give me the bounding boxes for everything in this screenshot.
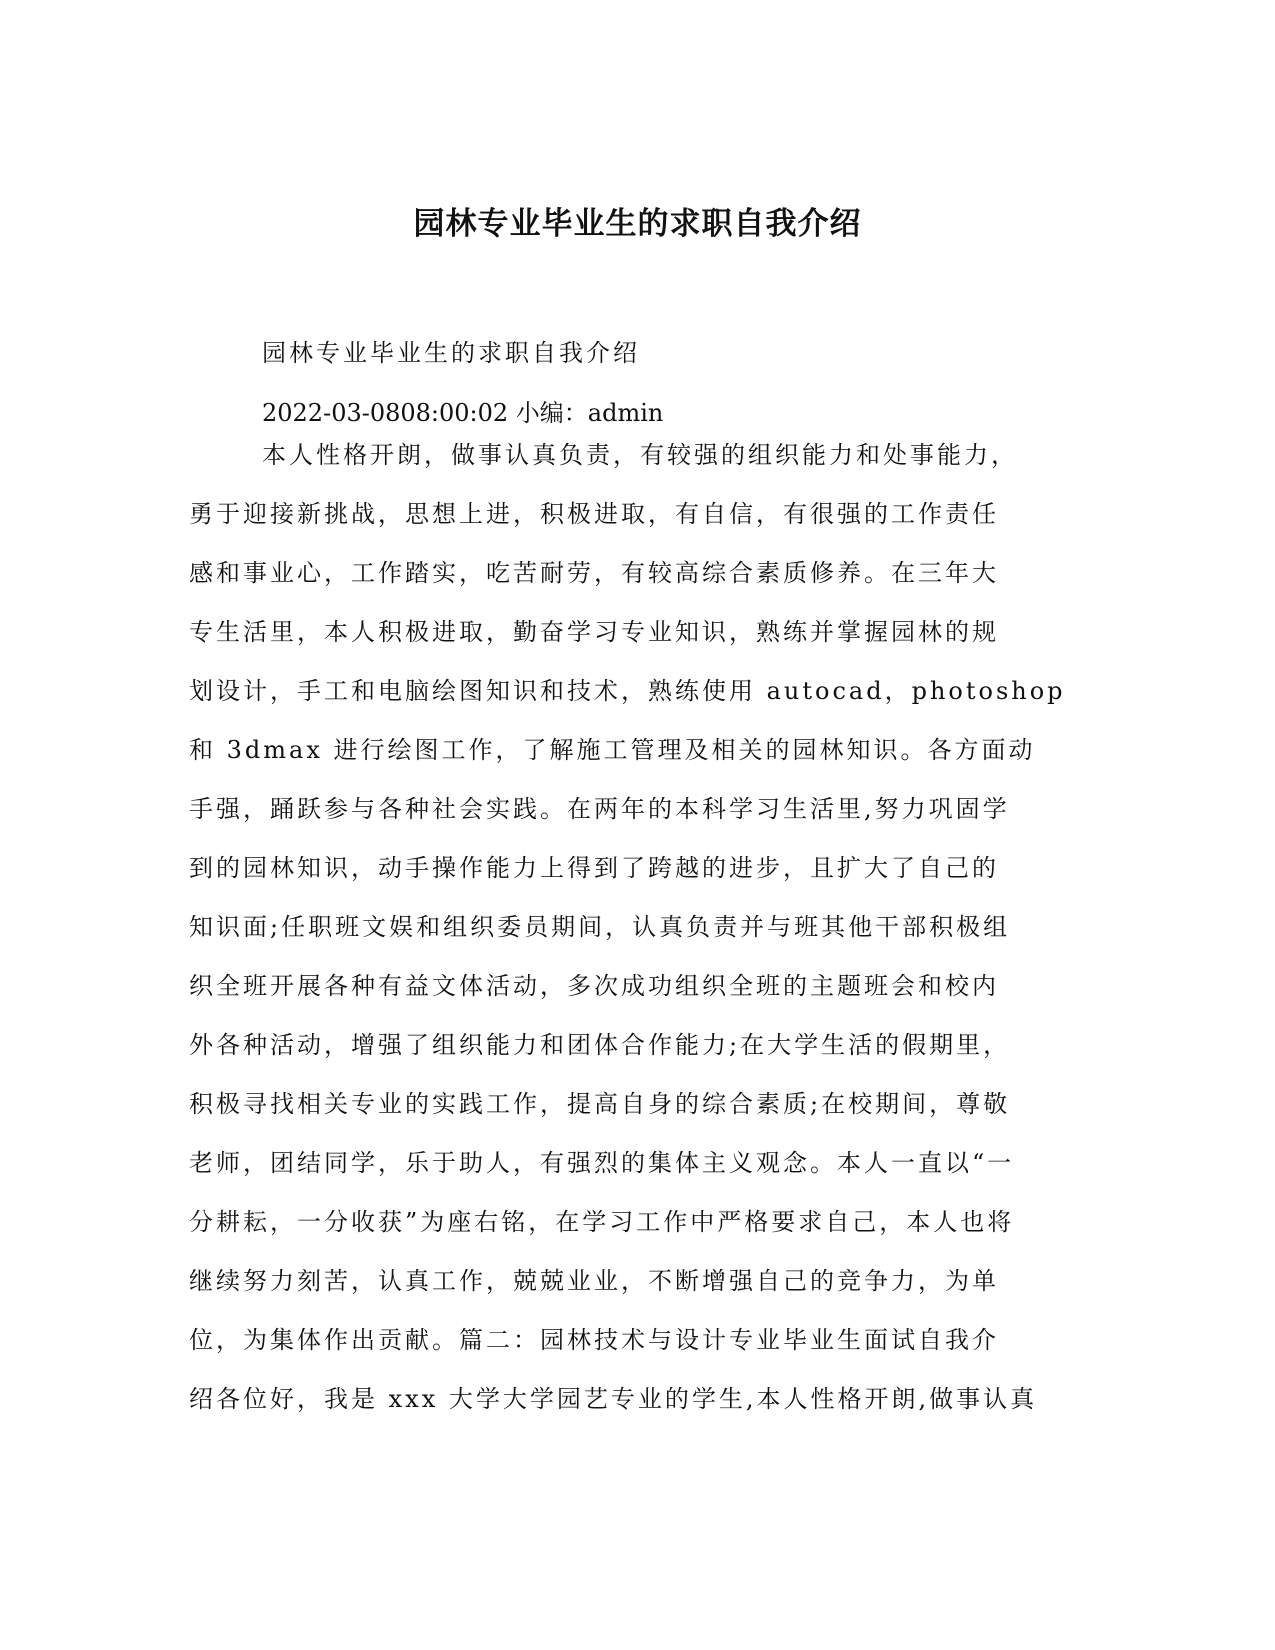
body-line: 织全班开展各种有益文体活动，多次成功组织全班的主题班会和校内	[189, 972, 999, 1000]
body-line: 分耕耘，一分收获”为座右铭，在学习工作中严格要求自己，本人也将	[189, 1208, 1015, 1236]
body-line: 老师，团结同学，乐于助人，有强烈的集体主义观念。本人一直以“一	[189, 1149, 1015, 1177]
body-line: 感和事业心，工作踏实，吃苦耐劳，有较高综合素质修养。在三年大	[189, 559, 999, 587]
body-line: 专生活里，本人积极进取，勤奋学习专业知识，熟练并掌握园林的规	[189, 618, 999, 646]
body-line: 到的园林知识，动手操作能力上得到了跨越的进步，且扩大了自己的	[189, 854, 999, 882]
post-meta: 2022-03-0808:00:02 小编：admin	[262, 399, 664, 427]
document-subtitle: 园林专业毕业生的求职自我介绍	[262, 339, 640, 367]
body-line: 知识面;任职班文娱和组织委员期间，认真负责并与班其他干部积极组	[189, 913, 1011, 941]
body-line: 外各种活动，增强了组织能力和团体合作能力;在大学生活的假期里，	[189, 1031, 1011, 1059]
body-line: 勇于迎接新挑战，思想上进，积极进取，有自信，有很强的工作责任	[189, 500, 999, 528]
body-line: 本人性格开朗，做事认真负责，有较强的组织能力和处事能力，	[262, 441, 1018, 469]
body-line: 和 3dmax 进行绘图工作，了解施工管理及相关的园林知识。各方面动	[189, 736, 1036, 764]
body-line: 继续努力刻苦，认真工作，兢兢业业，不断增强自己的竞争力，为单	[189, 1267, 999, 1295]
body-line: 绍各位好，我是 xxx 大学大学园艺专业的学生,本人性格开朗,做事认真	[189, 1385, 1038, 1413]
body-line: 划设计，手工和电脑绘图知识和技术，熟练使用 autocad，photoshop	[189, 677, 1066, 705]
body-line: 积极寻找相关专业的实践工作，提高自身的综合素质;在校期间，尊敬	[189, 1090, 1011, 1118]
document-title: 园林专业毕业生的求职自我介绍	[413, 206, 862, 242]
body-line: 手强，踊跃参与各种社会实践。在两年的本科学习生活里,努力巩固学	[189, 795, 1010, 823]
body-line: 位，为集体作出贡献。篇二：园林技术与设计专业毕业生面试自我介	[189, 1326, 999, 1354]
